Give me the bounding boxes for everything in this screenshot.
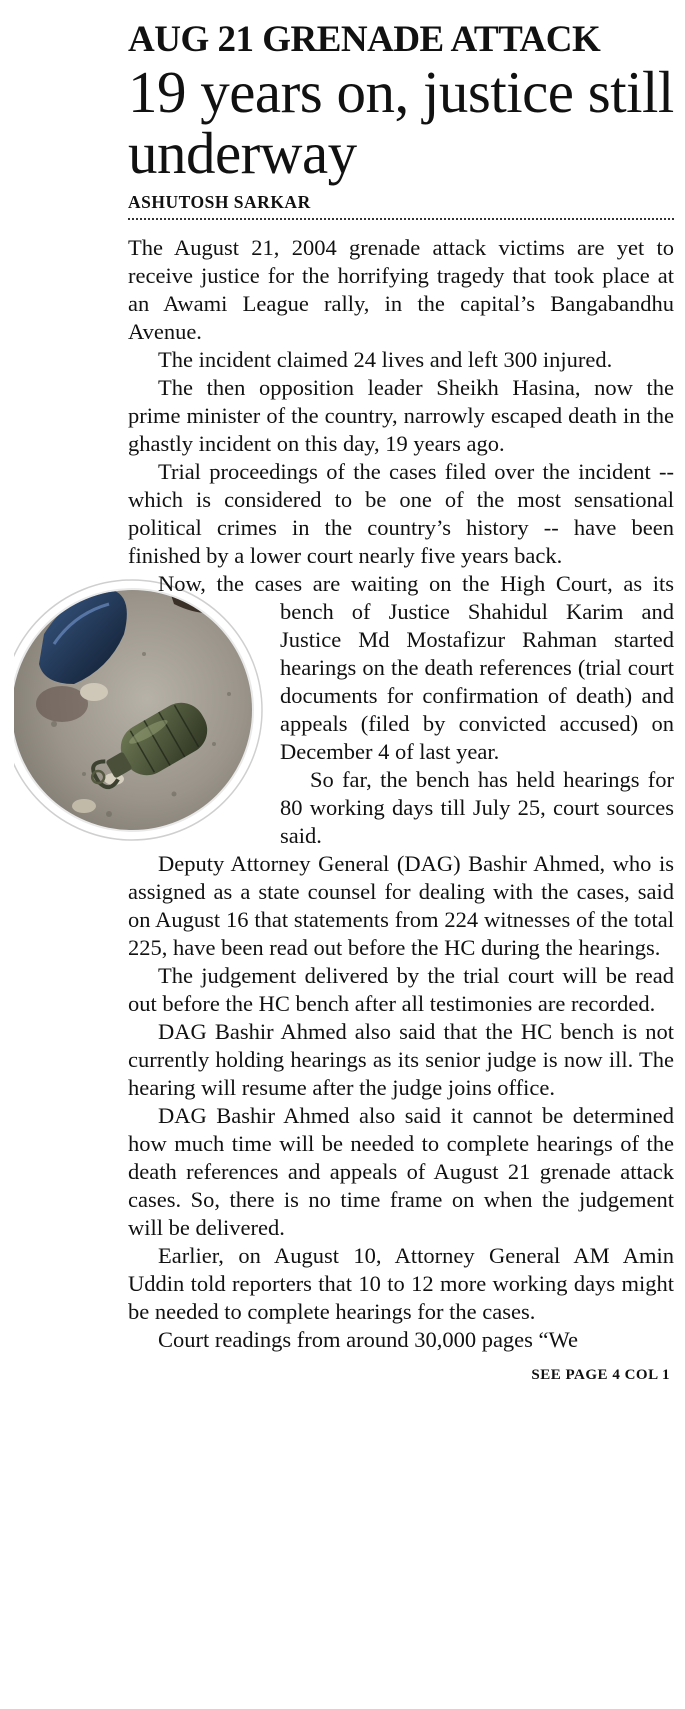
paragraph-12: Court readings from around 30,000 pages “We	[158, 1327, 578, 1352]
grenade-photo-icon	[14, 574, 280, 852]
continuation-line: SEE PAGE 4 COL 1	[531, 1367, 670, 1383]
article	[128, 18, 674, 1383]
paragraph-3: The then opposition leader Sheikh Hasina, now the prime minister of the country, narrowly escaped death in the ghastly incident on this day, 19 years ago.	[128, 375, 674, 456]
paragraph-4: Trial proceedings of the cases filed over the incident -- which is considered to be one of the most sensational political crimes in the country’s history -- have been finished by a lower court nearly five years back.	[128, 459, 674, 568]
paragraph-10: DAG Bashir Ahmed also said it cannot be determined how much time will be needed to complete hearings of the death references and appeals of August 21 grenade attack cases. So, there is no time frame on when the judgement will be delivered.	[128, 1103, 674, 1240]
paragraph-6: So far, the bench has held hearings for 80 working days till July 25, court sources said.	[280, 767, 674, 848]
paragraph-2: The incident claimed 24 lives and left 300 injured.	[158, 347, 613, 372]
byline: ASHUTOSH SARKAR	[128, 192, 311, 212]
dotted-divider	[128, 218, 674, 220]
grenade-photo	[14, 570, 280, 856]
headline: 19 years on, justice still underway	[128, 59, 674, 186]
paragraph-9: DAG Bashir Ahmed also said that the HC bench is not currently holding hearings as its senior judge is now ill. The hearing will resume after the judge joins office.	[128, 1019, 674, 1100]
paragraph-1: The August 21, 2004 grenade attack victims are yet to receive justice for the horrifying tragedy that took place at an Awami League rally, in the capital’s Bangabandhu Avenue.	[128, 235, 674, 344]
paragraph-7: Deputy Attorney General (DAG) Bashir Ahmed, who is assigned as a state counsel for dealing with the cases, said on August 16 that statements from 224 witnesses of the total 225, have been read out before the HC during the hearings.	[128, 851, 674, 960]
article-body	[128, 234, 674, 1354]
kicker: AUG 21 GRENADE ATTACK	[128, 19, 601, 60]
paragraph-11: Earlier, on August 10, Attorney General AM Amin Uddin told reporters that 10 to 12 more working days might be needed to complete hearings for the cases.	[128, 1243, 674, 1324]
paragraph-8: The judgement delivered by the trial court will be read out before the HC bench after all testimonies are recorded.	[128, 963, 674, 1016]
paragraph-5: Now, the cases are waiting on the High Court, as its bench of Justice Shahidul Karim and Justice Md Mostafizur Rahman started hearings on the death references (trial court documents for confirmation of death) and appeals (filed by convicted accused) on December 4 of last year.	[158, 571, 674, 764]
